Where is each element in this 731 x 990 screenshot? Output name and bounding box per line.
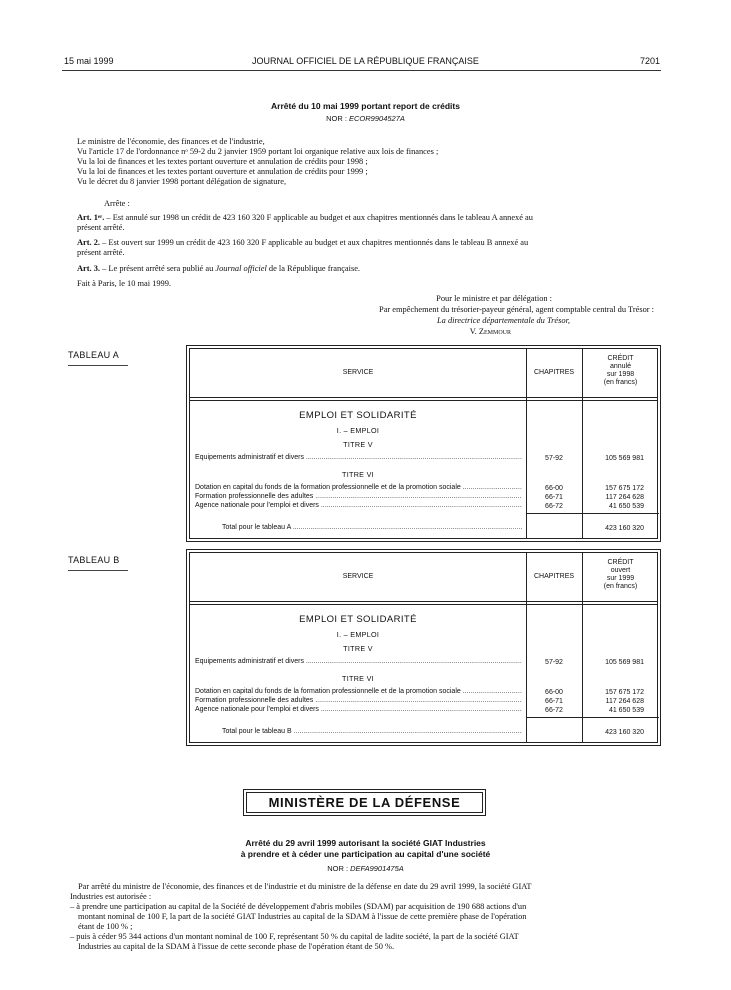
row-chapitre: 66-00 [545,485,563,492]
arrete1-visas [77,137,667,187]
article-2 [77,238,667,258]
nor-label: NOR : [327,864,351,873]
col-credit-line: ouvert [610,567,631,574]
row-amount: 41 650 539 [608,503,644,510]
arrete2-body [70,882,666,952]
body-line: – puis à céder 95 344 actions d'un montant nominal de 100 F, représentant 50 % du capital de ladite société, la part de la société GIAT [70,932,519,941]
art3-italic: Journal officiel [215,264,267,273]
titre-vi-heading: TITRE VI [342,674,374,683]
signature-line-2: Par empêchement du trésorier-payeur général, agent comptable central du Trésor : [379,305,654,314]
tableau-b [186,549,661,746]
art2-text-2: présent arrêté. [77,248,125,257]
visa-line: Vu la loi de finances et les textes portant ouverture et annulation de crédits pour 1999 ; [77,167,368,176]
arrete1-title: Arrêté du 10 mai 1999 portant report de crédits [271,101,460,111]
col-service: SERVICE [342,573,374,580]
row-chapitre: 66-00 [545,689,563,696]
row-chapitre: 66-71 [545,494,563,501]
section-heading: I. – EMPLOI [336,630,380,639]
visa-line: Vu le décret du 8 janvier 1998 portant délégation de signature, [77,177,287,186]
arrete1-nor [0,114,731,123]
titre-v-heading: TITRE V [343,644,373,653]
tableau-a [186,345,661,542]
row-amount: 157 675 172 [605,689,644,696]
titre-vi-heading: TITRE VI [342,470,374,479]
body-line: montant nominal de 100 F, la part de la société GIAT Industries au capital de la SDAM à l'issue de cette première phase de l'opération [78,912,527,921]
art1-text: – Est annulé sur 1998 un crédit de 423 160 320 F applicable au budget et aux chapitres mentionnés dans le tableau A annexé au [104,213,533,222]
visa-line: Vu la loi de finances et les textes portant ouverture et annulation de crédits pour 1998 ; [77,157,368,166]
row-label: Formation professionnelle des adultes ..... [195,492,522,502]
body-line: – à prendre une participation au capital de la Société de développement d'abris mobiles (SDAM) par acquisition de 190 688 actions d'un [70,902,527,911]
row-chapitre: 57-92 [545,455,563,462]
col-chapitres: CHAPITRES [533,369,575,376]
article-3 [77,264,667,274]
body-line: Industries au capital de la SDAM à l'issue de cette seconde phase de l'opération étant de 50 %. [78,942,395,951]
tableau-b-label: TABLEAU B [68,555,120,565]
arrete-word: Arrête : [104,199,130,208]
visa-line: Vu l'article 17 de l'ordonnance nᵒ 59-2 du 2 janvier 1959 portant loi organique relative aux lois de finances ; [77,147,439,156]
tableau-a-label: TABLEAU A [68,350,120,360]
header-journal: JOURNAL OFFICIEL DE LA RÉPUBLIQUE FRANÇAISE [252,56,479,66]
article-1 [77,213,667,233]
total-amount: 423 160 320 [605,729,644,736]
arrete2-nor [0,864,731,873]
art1-label: Art. 1ᵉʳ. [77,213,105,222]
nor-code: ECOR9904527A [349,114,405,123]
arrete2-title-2: à prendre et à céder une participation au capital d'une société [240,849,491,859]
signature-name: V. Zemmour [469,327,511,336]
nor-label: NOR : [326,114,350,123]
col-credit-line: (en francs) [603,379,638,386]
total-amount: 423 160 320 [605,525,644,532]
tableau-a-label-rule [68,365,128,366]
row-label: Equipements administratif et divers ..... [195,453,522,463]
art2-text: – Est ouvert sur 1999 un crédit de 423 160 320 F applicable au budget et aux chapitres mentionnés dans le tableau B annexé au [100,238,529,247]
row-label: Agence nationale pour l'emploi et divers ..... [195,501,522,511]
ministry-heading: MINISTÈRE DE LA DÉFENSE [246,792,483,813]
body-line: étant de 100 % ; [78,922,133,931]
tableau-b-label-rule [68,570,128,571]
row-amount: 117 264 628 [605,494,644,501]
row-amount: 157 675 172 [605,485,644,492]
arrete2-title-1: Arrêté du 29 avril 1999 autorisant la société GIAT Industries [245,838,486,848]
col-credit-line: CRÉDIT [607,559,634,566]
section-heading: I. – EMPLOI [336,426,380,435]
row-label: Dotation en capital du fonds de la formation professionnelle et de la promotion sociale ..... [195,483,522,493]
art3-text: – Le présent arrêté sera publié au [100,264,216,273]
ministere-heading: EMPLOI ET SOLIDARITÉ [299,614,417,625]
col-service: SERVICE [342,369,374,376]
row-label: Dotation en capital du fonds de la formation professionnelle et de la promotion sociale ..... [195,687,522,697]
row-label: Agence nationale pour l'emploi et divers ..... [195,705,522,715]
header-date: 15 mai 1999 [64,56,114,66]
visa-line: Le ministre de l'économie, des finances et de l'industrie, [77,137,265,146]
row-amount: 41 650 539 [608,707,644,714]
body-line: Par arrêté du ministre de l'économie, des finances et de l'industrie et du ministre de la défense en date du 29 avril 1999, la société GIAT [78,882,532,891]
row-chapitre: 66-72 [545,503,563,510]
ministry-heading-box [243,789,486,816]
art2-label: Art. 2. [77,238,101,247]
col-credit-line: sur 1999 [606,575,635,582]
total-label: Total pour le tableau B ..... [222,727,522,737]
art3-label: Art. 3. [77,264,101,273]
col-credit-line: CRÉDIT [607,355,634,362]
col-chapitres: CHAPITRES [533,573,575,580]
art1-text-2: présent arrêté. [77,223,125,232]
signature-line-3: La directrice départementale du Trésor, [437,316,570,325]
body-line: Industries est autorisée : [70,892,152,901]
total-label: Total pour le tableau A ..... [222,523,522,533]
row-chapitre: 66-72 [545,707,563,714]
row-amount: 117 264 628 [605,698,644,705]
col-credit-line: (en francs) [603,583,638,590]
row-label: Equipements administratif et divers ..... [195,657,522,667]
row-label: Formation professionnelle des adultes ..... [195,696,522,706]
nor-code: DEFA9901475A [350,864,404,873]
row-chapitre: 57-92 [545,659,563,666]
header-rule [62,70,661,71]
row-chapitre: 66-71 [545,698,563,705]
fait-a-paris: Fait à Paris, le 10 mai 1999. [77,279,171,288]
ministere-heading: EMPLOI ET SOLIDARITÉ [299,410,417,421]
col-credit [582,559,659,591]
header-page: 7201 [639,56,660,66]
art3-text-end: de la République française. [266,264,361,273]
signature-line-1: Pour le ministre et par délégation : [436,294,552,303]
titre-v-heading: TITRE V [343,440,373,449]
col-credit [582,355,659,387]
col-credit-line: sur 1998 [606,371,635,378]
col-credit-line: annulé [609,363,632,370]
row-amount: 105 569 981 [605,659,644,666]
row-amount: 105 569 981 [605,455,644,462]
